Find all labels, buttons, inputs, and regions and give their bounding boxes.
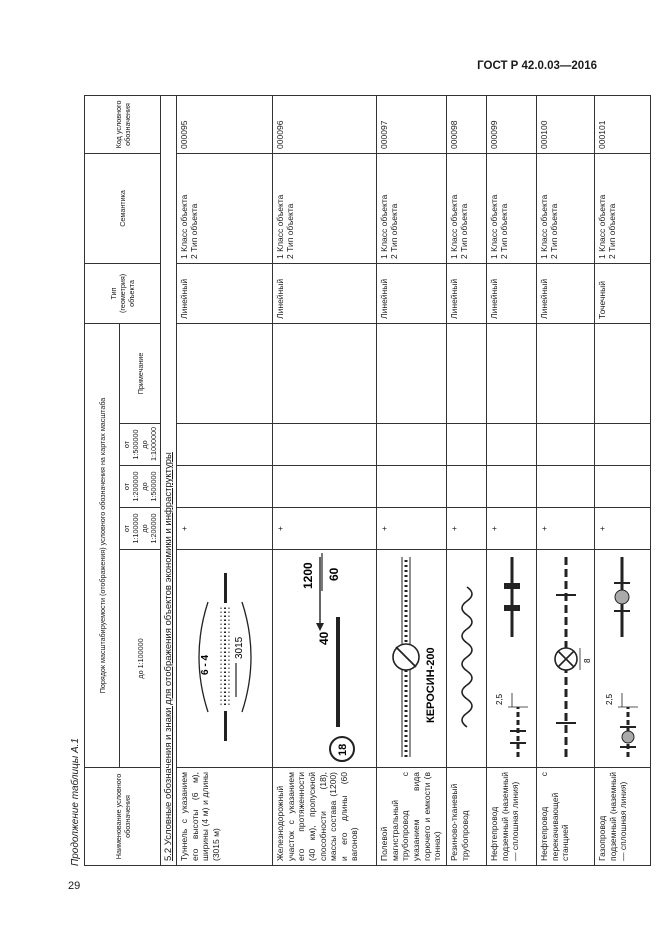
header-scale-4: от 1:500000 до 1:1000000 [120, 424, 161, 466]
rotated-table-area [70, 96, 629, 866]
table-row [377, 95, 447, 865]
railway-mass-label: 1200 [300, 562, 315, 589]
semantics: 1 Класс объекта 2 Тип объекта [447, 153, 487, 263]
railway-capacity-label: 18 [336, 743, 349, 756]
table-row [177, 95, 273, 865]
scale-2-mark: + [595, 508, 651, 550]
row-name: Нефтепровод с перекачивающей станцией [537, 768, 595, 866]
rubber-pipeline-symbol [447, 550, 487, 768]
header-name: Наименование условного обозначения [85, 768, 161, 866]
station-size-label: 8 [582, 658, 592, 663]
fuel-label: КЕРОСИН-200 [424, 647, 437, 723]
symbol-code: 000098 [447, 95, 487, 153]
row-name: Железнодорожный участок с указанием его протяженности (40 км), пропускной способности (18), массы состава (1200) и его длины (60 вагонов) [273, 768, 377, 866]
pumping-station-symbol [537, 550, 595, 768]
table-row [487, 95, 537, 865]
row-name: Нефтепровод подземный (наземный — сплошная линия) [487, 768, 537, 866]
geometry-type: Линейный [487, 263, 537, 323]
symbol-code: 000095 [177, 95, 273, 153]
geometry-type: Линейный [377, 263, 447, 323]
row-name: Газопровод подземный (наземный — сплошная линия) [595, 768, 651, 866]
table-row [537, 95, 595, 865]
symbol-code: 000097 [377, 95, 447, 153]
semantics: 1 Класс объекта 2 Тип объекта [595, 153, 651, 263]
symbol-code: 000099 [487, 95, 537, 153]
row-name: Резиново-тканевый трубопровод [447, 768, 487, 866]
scale-2-mark: + [487, 508, 537, 550]
symbols-table [84, 95, 651, 866]
header-scale-3: от 1:200000 до 1:500000 [120, 466, 161, 508]
railway-wagons-label: 60 [326, 567, 341, 581]
oil-diameter-label: 2,5 [494, 693, 504, 705]
standard-header: ГОСТ Р 42.0.03—2016 [477, 60, 597, 72]
scale-2-mark: + [273, 508, 377, 550]
tunnel-length-label: 3015 [233, 636, 245, 659]
scale-2-mark: + [177, 508, 273, 550]
semantics: 1 Класс объекта 2 Тип объекта [537, 153, 595, 263]
scale-2-mark: + [447, 508, 487, 550]
gas-pipeline-symbol [595, 550, 651, 768]
semantics: 1 Класс объекта 2 Тип объекта [377, 153, 447, 263]
header-scale-1: до 1:100000 [120, 550, 161, 768]
geometry-type: Точечный [595, 263, 651, 323]
geometry-type: Линейный [177, 263, 273, 323]
field-pipeline-symbol [377, 550, 447, 768]
continuation-caption: Продолжение таблицы А.1 [70, 738, 81, 866]
semantics: 1 Класс объекта 2 Тип объекта [487, 153, 537, 263]
table-row [273, 95, 377, 865]
tunnel-size-label: 6 - 4 [199, 654, 211, 675]
geometry-type: Линейный [537, 263, 595, 323]
header-geometry: Тип (геометрия) объекта [85, 263, 161, 323]
header-scale-group: Порядок масштабируемости (отображения) условного обозначения на картах масштаба [85, 323, 120, 767]
tunnel-symbol [177, 550, 273, 768]
header-note: Примечание [120, 323, 161, 423]
row-name: Туннель с указанием его высоты (6 м), ширины (4 м) и длины (3015 м) [177, 768, 273, 866]
semantics: 1 Класс объекта 2 Тип объекта [273, 153, 377, 263]
header-scale-2: от 1:100000 до 1:200000 [120, 508, 161, 550]
geometry-type: Линейный [273, 263, 377, 323]
scale-2-mark: + [537, 508, 595, 550]
symbol-code: 000096 [273, 95, 377, 153]
semantics: 1 Класс объекта 2 Тип объекта [177, 153, 273, 263]
geometry-type: Линейный [447, 263, 487, 323]
row-name: Полевой магистральный трубопровод с указанием вида горючего и емкости (в тоннах) [377, 768, 447, 866]
section-title: 5.2 Условные обозначения и знаки для отображения объектов экономики и инфраструктуры [161, 95, 177, 865]
table-row [447, 95, 487, 865]
header-semantics: Семантика [85, 153, 161, 263]
header-code: Код условного обозначения [85, 95, 161, 153]
oil-pipeline-symbol [487, 550, 537, 768]
scale-2-mark: + [377, 508, 447, 550]
railway-symbol [273, 550, 377, 768]
symbol-code: 000101 [595, 95, 651, 153]
gas-diameter-label: 2,5 [604, 693, 614, 705]
table-row [595, 95, 651, 865]
railway-length-label: 40 [316, 631, 331, 645]
page-number: 29 [68, 880, 81, 892]
symbol-code: 000100 [537, 95, 595, 153]
